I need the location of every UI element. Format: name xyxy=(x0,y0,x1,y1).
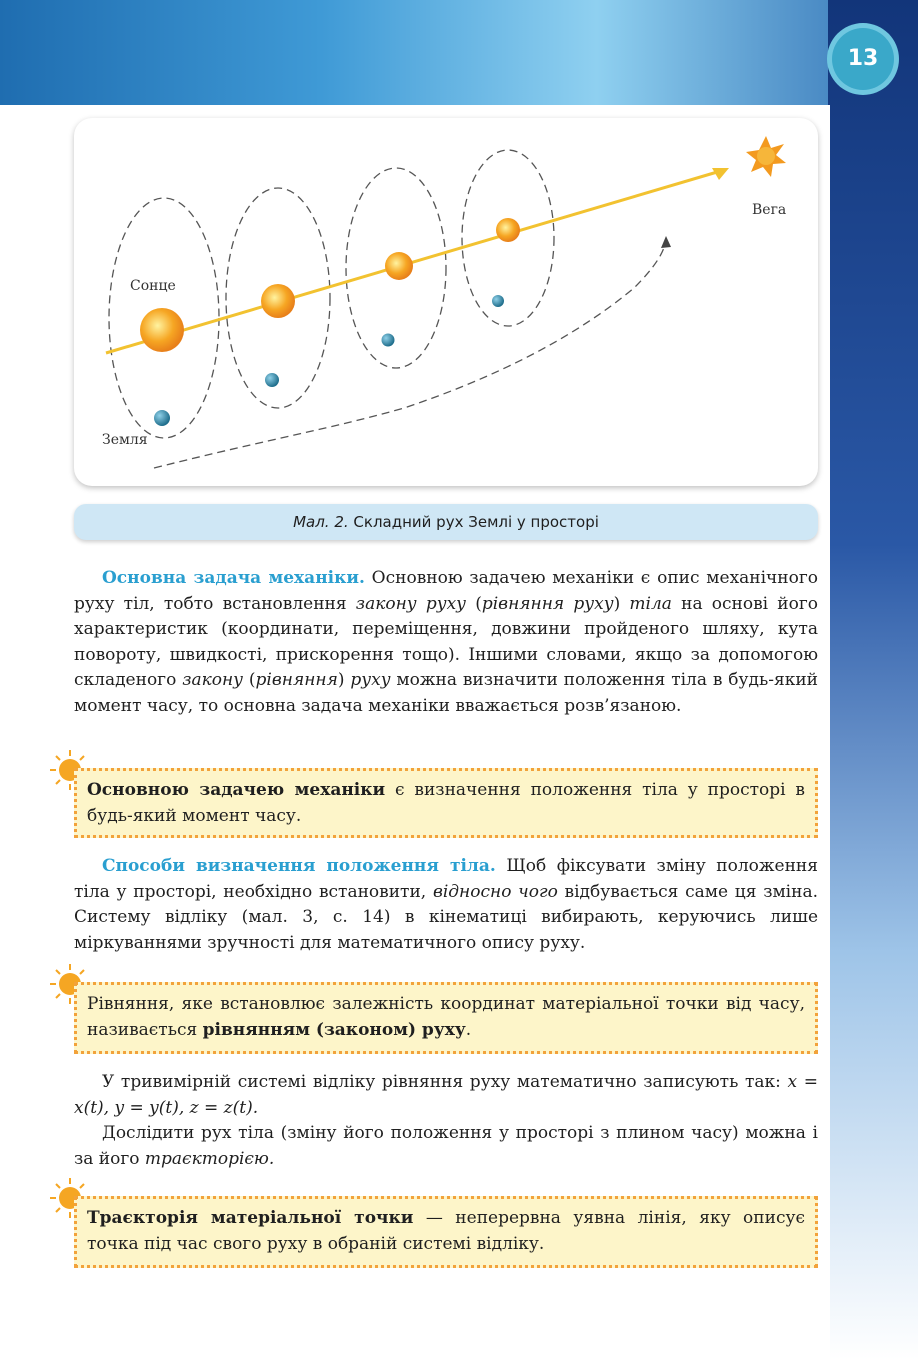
text: . xyxy=(465,1020,472,1040)
sun-3 xyxy=(385,252,413,280)
side-banner xyxy=(828,0,918,1360)
text: ) xyxy=(337,670,351,690)
header-banner xyxy=(0,0,918,105)
italic-text: траєкторією. xyxy=(144,1148,275,1169)
earth-4 xyxy=(492,295,504,307)
text: Рівняння, яке встановлює залежність координат матеріальної точки від часу, називається xyxy=(87,994,805,1040)
sun-path-arrow xyxy=(106,170,724,353)
definition-box-main-task xyxy=(74,768,818,838)
text: ( xyxy=(243,670,256,690)
bold-term: Траєкторія матеріальної точки xyxy=(87,1208,414,1228)
sun-4 xyxy=(496,218,520,242)
definition-box-motion-equation xyxy=(74,982,818,1054)
heading-main-task: Основна задача механіки. xyxy=(102,568,365,588)
page-number: 13 xyxy=(832,28,894,90)
earth-2 xyxy=(265,373,279,387)
trajectory-arrowhead xyxy=(661,236,671,248)
sun-label: Сонце xyxy=(130,278,176,294)
bold-term: Основною задачею механіки xyxy=(87,780,386,800)
text: — неперервна уявна лінія, яку описує точка під час свого руху в обраній системі відліку. xyxy=(87,1208,805,1254)
text: на основі його характеристик (координати, переміщення, довжини пройденого шляху, кута повороту, швидкості, прискорення тощо). Іншими словами, якщо за допомогою складеного xyxy=(74,593,818,690)
text: У тривимірній системі відліку рівняння руху математично записують так: xyxy=(102,1072,788,1092)
caption-number: Мал. 2. xyxy=(293,513,349,531)
text: Щоб фіксувати зміну положення тіла у просторі, необхідно встановити, xyxy=(74,856,818,902)
italic-text: тіла xyxy=(629,593,672,614)
bold-term: рівнянням (законом) руху xyxy=(202,1020,466,1040)
italic-text: відносно чого xyxy=(432,881,558,902)
earth-1 xyxy=(154,410,170,426)
vega-star-icon xyxy=(746,136,786,177)
definition-box-trajectory xyxy=(74,1196,818,1268)
text: ) xyxy=(613,593,630,614)
sun-1 xyxy=(140,308,184,352)
equation: x = x(t), y = y(t), z = z(t). xyxy=(74,1072,818,1118)
text: ( xyxy=(466,593,482,614)
paragraph-main-task xyxy=(74,566,818,719)
text: Дослідити рух тіла (зміну його положення у просторі з плином часу) можна і за його xyxy=(74,1123,818,1169)
italic-text: рівняння xyxy=(255,670,338,690)
text: є визначення положення тіла у просторі в будь-який момент часу. xyxy=(87,780,805,826)
paragraph-position-methods xyxy=(74,854,818,956)
sun-2 xyxy=(261,284,295,318)
italic-text: рівняння руху xyxy=(481,593,614,614)
earth-3 xyxy=(382,334,395,347)
italic-text: закону руху xyxy=(355,593,467,614)
earth-motion-diagram xyxy=(74,118,818,486)
caption-text: Складний рух Землі у просторі xyxy=(353,513,599,531)
paragraph-trajectory-intro xyxy=(74,1121,818,1172)
text: можна визначити положення тіла в будь-який момент часу, то основна задача механіки вважається розв’язаною. xyxy=(74,670,818,716)
text: відбувається саме ця зміна. Систему відліку (мал. 3, с. 14) в кінематиці вибирають, керуючись лише міркуваннями зручності для математичного опису руху. xyxy=(74,881,818,953)
vega-label: Вега xyxy=(752,202,787,218)
figure-earth-motion xyxy=(74,118,818,486)
earth-label: Земля xyxy=(102,432,148,448)
italic-text: закону xyxy=(182,670,244,690)
heading-position-methods: Способи визначення положення тіла. xyxy=(102,856,496,876)
italic-text: руху xyxy=(350,670,391,690)
figure-caption xyxy=(74,504,818,540)
paragraph-3d-equation xyxy=(74,1070,818,1121)
text: Основною задачею механіки є опис механічного руху тіл, тобто встановлення xyxy=(74,568,819,614)
